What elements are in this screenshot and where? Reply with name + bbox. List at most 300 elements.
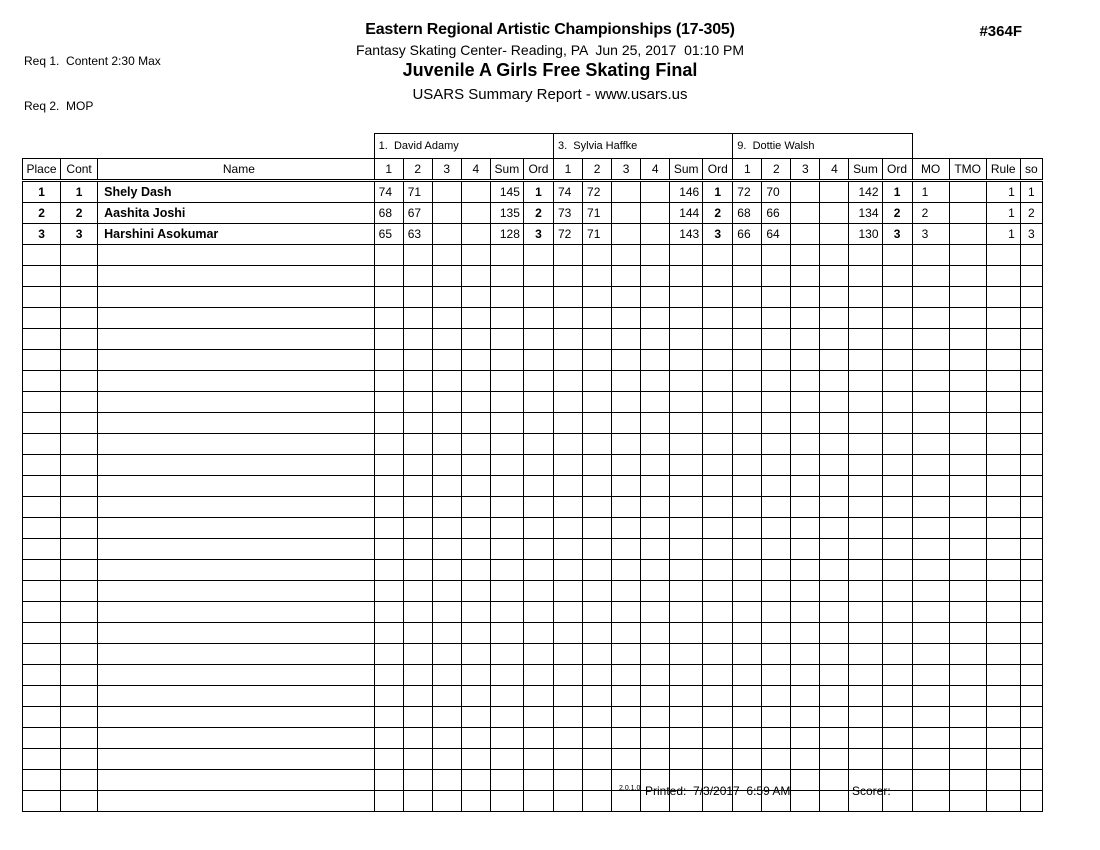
empty-cell [949, 539, 986, 560]
empty-cell [882, 245, 912, 266]
empty-cell [23, 749, 61, 770]
empty-cell [670, 287, 703, 308]
empty-cell [612, 392, 641, 413]
empty-cell [912, 539, 949, 560]
empty-cell [703, 413, 733, 434]
empty-cell [762, 623, 791, 644]
empty-cell [791, 266, 820, 287]
empty-cell [703, 287, 733, 308]
empty-cell [882, 329, 912, 350]
empty-cell [849, 602, 882, 623]
empty-cell [1020, 581, 1042, 602]
empty-cell [554, 728, 583, 749]
score-cell: 68 [374, 203, 403, 224]
empty-cell [523, 413, 553, 434]
empty-cell [949, 266, 986, 287]
empty-cell [612, 728, 641, 749]
empty-cell [949, 413, 986, 434]
score-cell [461, 224, 490, 245]
empty-cell [461, 245, 490, 266]
empty-cell [703, 686, 733, 707]
empty-cell [432, 287, 461, 308]
empty-cell [523, 308, 553, 329]
empty-cell [912, 329, 949, 350]
report-header [0, 21, 1100, 103]
empty-cell [641, 497, 670, 518]
empty-cell [374, 686, 403, 707]
empty-cell [23, 560, 61, 581]
empty-cell [61, 392, 98, 413]
empty-cell [612, 371, 641, 392]
empty-cell [949, 434, 986, 455]
empty-cell [641, 476, 670, 497]
empty-cell [820, 245, 849, 266]
empty-cell [432, 560, 461, 581]
empty-cell [583, 707, 612, 728]
empty-cell [791, 560, 820, 581]
result-row [23, 224, 1043, 245]
score-column-header: 4 [820, 159, 849, 181]
empty-cell [670, 665, 703, 686]
empty-cell [849, 455, 882, 476]
sum-cell: 142 [849, 181, 882, 203]
empty-cell [23, 455, 61, 476]
empty-cell [1020, 329, 1042, 350]
empty-cell [703, 245, 733, 266]
score-cell: 74 [374, 181, 403, 203]
empty-cell [912, 308, 949, 329]
empty-cell [374, 518, 403, 539]
empty-cell [554, 560, 583, 581]
ordinal-cell: 2 [703, 203, 733, 224]
empty-cell [583, 476, 612, 497]
ordinal-cell: 3 [882, 224, 912, 245]
empty-cell [703, 266, 733, 287]
empty-cell [733, 644, 762, 665]
empty-cell [703, 539, 733, 560]
empty-cell [490, 665, 523, 686]
empty-cell [949, 308, 986, 329]
empty-cell [762, 476, 791, 497]
empty-cell [403, 371, 432, 392]
score-cell: 64 [762, 224, 791, 245]
empty-cell [849, 581, 882, 602]
empty-cell [1020, 245, 1042, 266]
empty-cell [949, 707, 986, 728]
score-cell: 74 [554, 181, 583, 203]
empty-cell [61, 749, 98, 770]
empty-cell [583, 728, 612, 749]
empty-cell [703, 476, 733, 497]
empty-cell [641, 350, 670, 371]
empty-cell [986, 350, 1020, 371]
empty-cell [98, 728, 375, 749]
empty-cell [23, 329, 61, 350]
empty-cell [61, 413, 98, 434]
empty-cell [403, 413, 432, 434]
empty-cell [461, 539, 490, 560]
empty-cell [23, 392, 61, 413]
event-title: Juvenile A Girls Free Skating Final [402, 60, 698, 80]
empty-cell [641, 392, 670, 413]
empty-cell [882, 413, 912, 434]
empty-cell [762, 455, 791, 476]
empty-cell [912, 686, 949, 707]
empty-cell [670, 686, 703, 707]
empty-cell [733, 686, 762, 707]
empty-cell [733, 623, 762, 644]
empty-cell [703, 371, 733, 392]
empty-cell [820, 581, 849, 602]
empty-cell [820, 287, 849, 308]
empty-cell [403, 308, 432, 329]
empty-cell [374, 476, 403, 497]
empty-cell [949, 623, 986, 644]
empty-cell [670, 392, 703, 413]
empty-row [23, 371, 1043, 392]
empty-cell [986, 455, 1020, 476]
empty-cell [820, 455, 849, 476]
empty-cell [733, 476, 762, 497]
empty-cell [1020, 350, 1042, 371]
empty-cell [1020, 749, 1042, 770]
empty-cell [554, 623, 583, 644]
empty-cell [490, 560, 523, 581]
empty-cell [641, 539, 670, 560]
empty-cell [1020, 308, 1042, 329]
empty-cell [403, 560, 432, 581]
empty-cell [791, 308, 820, 329]
empty-cell [949, 644, 986, 665]
empty-cell [641, 623, 670, 644]
empty-cell [641, 728, 670, 749]
empty-cell [612, 686, 641, 707]
empty-cell [98, 539, 375, 560]
empty-cell [986, 476, 1020, 497]
empty-cell [791, 749, 820, 770]
empty-cell [461, 749, 490, 770]
empty-cell [583, 329, 612, 350]
empty-cell [791, 287, 820, 308]
empty-cell [733, 434, 762, 455]
event-code: #364F [979, 23, 1022, 40]
empty-cell [703, 602, 733, 623]
empty-cell [490, 539, 523, 560]
empty-cell [554, 602, 583, 623]
empty-cell [882, 476, 912, 497]
tmo-column-header: TMO [949, 159, 986, 181]
empty-cell [762, 749, 791, 770]
empty-cell [98, 497, 375, 518]
empty-cell [986, 707, 1020, 728]
place-cell: 1 [23, 181, 61, 203]
score-cell: 72 [583, 181, 612, 203]
empty-cell [523, 623, 553, 644]
empty-cell [583, 434, 612, 455]
empty-cell [849, 434, 882, 455]
empty-cell [949, 518, 986, 539]
empty-cell [791, 707, 820, 728]
empty-cell [820, 308, 849, 329]
empty-cell [703, 308, 733, 329]
empty-cell [374, 413, 403, 434]
empty-cell [523, 434, 553, 455]
empty-cell [403, 707, 432, 728]
empty-cell [949, 371, 986, 392]
empty-cell [762, 497, 791, 518]
empty-row [23, 623, 1043, 644]
empty-cell [432, 644, 461, 665]
empty-cell [374, 497, 403, 518]
empty-cell [98, 707, 375, 728]
empty-cell [670, 707, 703, 728]
empty-cell [791, 434, 820, 455]
empty-cell [61, 560, 98, 581]
empty-cell [554, 350, 583, 371]
empty-cell [612, 539, 641, 560]
empty-cell [670, 455, 703, 476]
empty-cell [403, 644, 432, 665]
empty-cell [461, 371, 490, 392]
empty-cell [762, 728, 791, 749]
printed-timestamp: Printed: 7/3/2017 6:59 AM [645, 784, 791, 798]
empty-cell [1020, 539, 1042, 560]
empty-cell [670, 476, 703, 497]
empty-cell [403, 686, 432, 707]
summary-table [22, 133, 1043, 812]
empty-cell [23, 245, 61, 266]
empty-cell [374, 623, 403, 644]
empty-row [23, 728, 1043, 749]
empty-cell [733, 539, 762, 560]
empty-cell [432, 455, 461, 476]
empty-cell [374, 644, 403, 665]
band-spacer-left [23, 134, 375, 159]
empty-cell [641, 371, 670, 392]
so-cell: 3 [1020, 224, 1042, 245]
empty-cell [403, 266, 432, 287]
empty-cell [374, 728, 403, 749]
empty-cell [820, 602, 849, 623]
empty-cell [882, 287, 912, 308]
cont-cell: 1 [61, 181, 98, 203]
empty-cell [670, 371, 703, 392]
empty-cell [523, 392, 553, 413]
empty-cell [583, 266, 612, 287]
empty-cell [912, 623, 949, 644]
empty-cell [61, 266, 98, 287]
empty-cell [762, 266, 791, 287]
skater-name-cell: Harshini Asokumar [98, 224, 375, 245]
empty-cell [61, 455, 98, 476]
empty-row [23, 434, 1043, 455]
judge-panel-row [23, 134, 1043, 159]
so-cell: 2 [1020, 203, 1042, 224]
empty-cell [612, 476, 641, 497]
cont-cell: 2 [61, 203, 98, 224]
sum-cell: 128 [490, 224, 523, 245]
score-cell: 73 [554, 203, 583, 224]
empty-cell [882, 308, 912, 329]
empty-cell [523, 749, 553, 770]
empty-row [23, 350, 1043, 371]
empty-cell [791, 665, 820, 686]
empty-cell [986, 665, 1020, 686]
empty-cell [461, 476, 490, 497]
empty-cell [882, 539, 912, 560]
empty-cell [61, 707, 98, 728]
empty-cell [670, 518, 703, 539]
empty-cell [490, 602, 523, 623]
empty-row [23, 308, 1043, 329]
empty-cell [432, 665, 461, 686]
tmo-cell [949, 181, 986, 203]
empty-cell [612, 623, 641, 644]
empty-cell [403, 581, 432, 602]
empty-cell [23, 476, 61, 497]
score-cell: 67 [403, 203, 432, 224]
empty-cell [703, 623, 733, 644]
empty-cell [461, 287, 490, 308]
empty-cell [820, 476, 849, 497]
empty-cell [461, 329, 490, 350]
empty-cell [882, 455, 912, 476]
empty-cell [849, 665, 882, 686]
empty-cell [670, 413, 703, 434]
empty-cell [986, 623, 1020, 644]
empty-cell [949, 392, 986, 413]
empty-cell [1020, 518, 1042, 539]
empty-cell [612, 707, 641, 728]
empty-row [23, 413, 1043, 434]
empty-cell [374, 560, 403, 581]
empty-cell [670, 308, 703, 329]
empty-cell [641, 455, 670, 476]
rule-cell: 1 [986, 203, 1020, 224]
empty-row [23, 686, 1043, 707]
score-cell [612, 203, 641, 224]
empty-row [23, 665, 1043, 686]
result-row [23, 203, 1043, 224]
empty-cell [403, 623, 432, 644]
empty-cell [912, 749, 949, 770]
empty-cell [849, 266, 882, 287]
empty-cell [882, 602, 912, 623]
empty-cell [432, 392, 461, 413]
empty-cell [490, 413, 523, 434]
empty-cell [490, 476, 523, 497]
empty-cell [703, 665, 733, 686]
empty-cell [23, 413, 61, 434]
empty-cell [23, 287, 61, 308]
empty-cell [612, 455, 641, 476]
empty-cell [461, 644, 490, 665]
empty-cell [882, 665, 912, 686]
empty-cell [670, 560, 703, 581]
empty-cell [61, 518, 98, 539]
empty-cell [791, 581, 820, 602]
empty-cell [820, 623, 849, 644]
sum-cell: 130 [849, 224, 882, 245]
empty-cell [762, 245, 791, 266]
empty-row [23, 560, 1043, 581]
column-header-row [23, 159, 1043, 181]
empty-cell [791, 245, 820, 266]
score-column-header: 1 [733, 159, 762, 181]
empty-cell [554, 497, 583, 518]
empty-cell [986, 749, 1020, 770]
empty-row [23, 245, 1043, 266]
empty-cell [98, 749, 375, 770]
empty-cell [523, 665, 553, 686]
empty-cell [986, 329, 1020, 350]
empty-cell [641, 581, 670, 602]
empty-cell [986, 245, 1020, 266]
empty-cell [1020, 644, 1042, 665]
empty-cell [612, 644, 641, 665]
empty-cell [882, 644, 912, 665]
empty-cell [641, 329, 670, 350]
empty-cell [374, 329, 403, 350]
empty-cell [820, 371, 849, 392]
empty-cell [641, 413, 670, 434]
empty-cell [612, 518, 641, 539]
empty-cell [461, 623, 490, 644]
empty-cell [432, 749, 461, 770]
empty-row [23, 287, 1043, 308]
empty-row [23, 392, 1043, 413]
empty-cell [61, 686, 98, 707]
empty-cell [583, 287, 612, 308]
score-cell [612, 181, 641, 203]
empty-cell [912, 287, 949, 308]
empty-cell [1020, 266, 1042, 287]
empty-cell [849, 518, 882, 539]
empty-cell [820, 665, 849, 686]
empty-cell [98, 644, 375, 665]
score-cell: 68 [733, 203, 762, 224]
empty-cell [670, 329, 703, 350]
empty-cell [791, 350, 820, 371]
empty-cell [61, 350, 98, 371]
championship-title: Eastern Regional Artistic Championships (17-305) [365, 21, 735, 38]
empty-cell [733, 560, 762, 581]
empty-cell [98, 665, 375, 686]
empty-cell [403, 392, 432, 413]
empty-cell [98, 329, 375, 350]
empty-cell [461, 497, 490, 518]
empty-cell [912, 350, 949, 371]
empty-cell [641, 287, 670, 308]
score-cell: 71 [583, 224, 612, 245]
empty-cell [849, 329, 882, 350]
empty-cell [523, 266, 553, 287]
empty-cell [849, 392, 882, 413]
score-cell [791, 224, 820, 245]
empty-cell [912, 728, 949, 749]
empty-cell [912, 434, 949, 455]
so-column-header: so [1020, 159, 1042, 181]
empty-cell [986, 308, 1020, 329]
empty-cell [733, 707, 762, 728]
empty-cell [912, 602, 949, 623]
empty-cell [762, 392, 791, 413]
place-cell: 2 [23, 203, 61, 224]
empty-cell [820, 539, 849, 560]
empty-cell [403, 287, 432, 308]
empty-cell [98, 602, 375, 623]
empty-cell [461, 707, 490, 728]
